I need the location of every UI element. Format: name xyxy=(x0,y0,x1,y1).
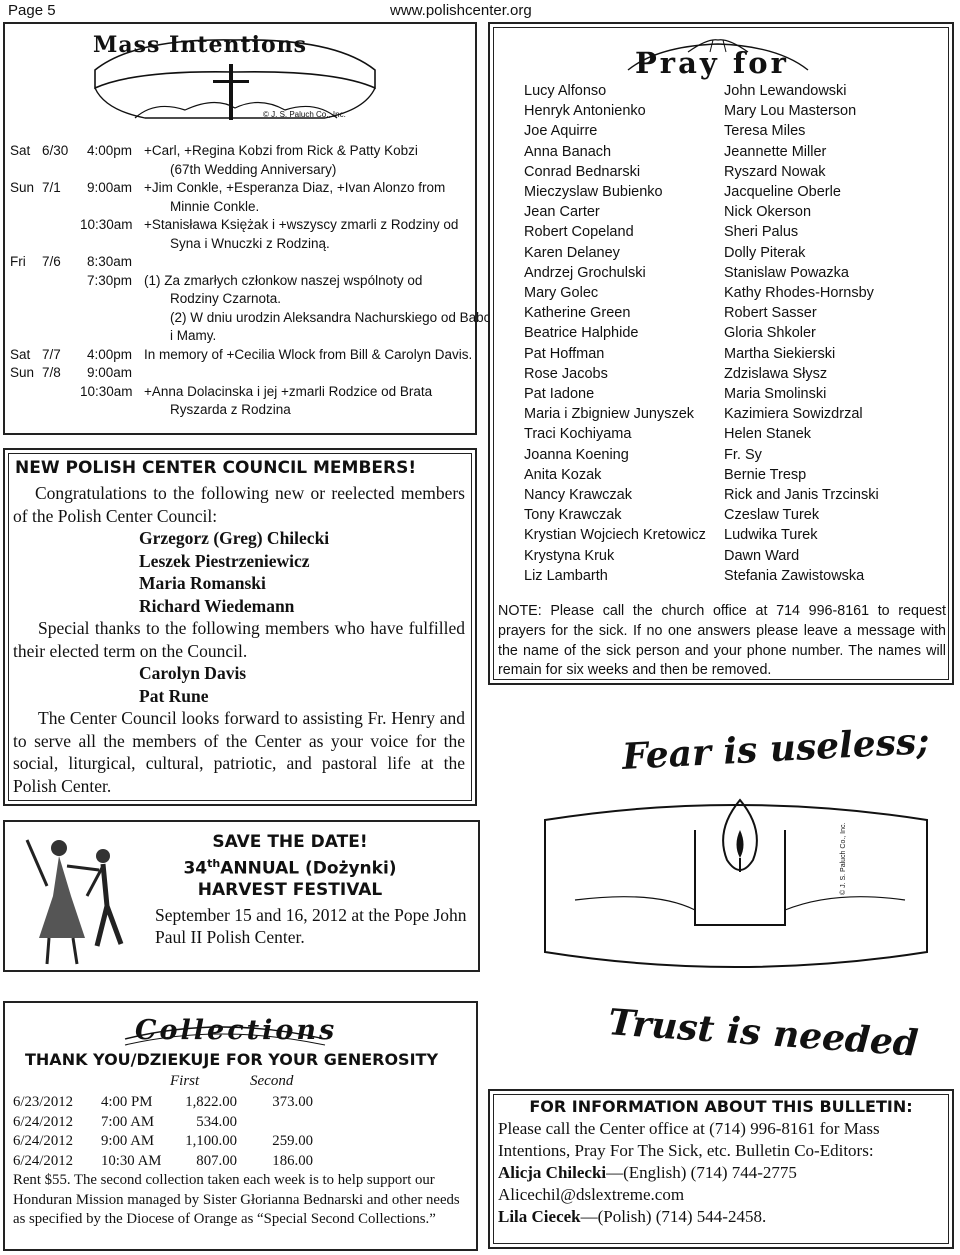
council-box xyxy=(3,448,477,806)
editor-polish: Lila Ciecek xyxy=(498,1207,581,1226)
info-body xyxy=(498,1118,946,1228)
mass-text: +Anna Dolacinska i jej +zmarli Rodzice od Brata xyxy=(144,383,433,399)
candle-credit: © J. S. Paluch Co., Inc. xyxy=(840,822,847,895)
pray-for-box xyxy=(488,22,954,685)
mass-time: 10:30am xyxy=(80,217,133,232)
mass-row xyxy=(10,142,476,161)
pray-name: Andrzej Grochulski xyxy=(524,264,646,281)
pray-name: Stefania Zawistowska xyxy=(724,567,865,584)
pray-name: Mary Golec xyxy=(524,285,599,302)
mass-day: Sat xyxy=(10,346,31,362)
mass-time: 7:30pm xyxy=(86,272,132,288)
pray-name: Krystyna Kruk xyxy=(524,547,615,564)
mass-intentions-box xyxy=(3,22,494,435)
past-member: Pat Rune xyxy=(139,685,209,706)
mass-date: 7/8 xyxy=(42,365,61,380)
pray-name: Jeannette Miller xyxy=(724,143,827,160)
pray-name: Fr. Sy xyxy=(724,446,762,463)
collections-title: Collections xyxy=(135,1015,338,1046)
mass-time: 9:00am xyxy=(86,180,132,195)
pray-name: Dawn Ward xyxy=(724,547,800,564)
dancers-illustration xyxy=(17,826,137,971)
mass-text: Syna i Wnuczki z Rodziną. xyxy=(170,235,330,251)
council-member: Grzegorz (Greg) Chilecki xyxy=(139,528,330,548)
editor-english-phone: —(English) (714) 744-2775 xyxy=(606,1163,797,1182)
mass-day: Sat xyxy=(10,143,31,158)
info-title: FOR INFORMATION ABOUT THIS BULLETIN: xyxy=(529,1097,913,1116)
info-text: Please call the Center office at (714) 996-8161 for Mass Intentions, Pray For The Sick, etc. Bulletin Co-Editors: xyxy=(498,1119,880,1160)
mass-day: Fri xyxy=(10,254,26,269)
pray-name: Sheri Palus xyxy=(724,224,799,241)
collection-second: 259.00 xyxy=(272,1133,313,1150)
council-closing: The Center Council looks forward to assisting Fr. Henry and to serve all the members of the Center as your voice for the social, liturgical, cultural, patriotic, and pastoral life at the Polish Center. xyxy=(13,708,465,796)
editor-email[interactable]: Alicechil@dslextreme.com xyxy=(498,1185,685,1204)
pray-name: Henryk Antonienko xyxy=(524,103,646,120)
pray-name: Joe Aquirre xyxy=(524,123,598,140)
collection-time: 4:00 PM xyxy=(101,1094,153,1110)
pray-name: Bernie Tresp xyxy=(724,466,807,483)
mass-row xyxy=(10,327,476,346)
bulletin-info-box xyxy=(488,1089,954,1249)
mass-text: +Carl, +Regina Kobzi from Rick & Patty Kobzi xyxy=(144,143,418,158)
mass-row xyxy=(10,216,476,235)
pray-name: Mieczyslaw Bubienko xyxy=(524,184,663,201)
pray-name: Maria i Zbigniew Junyszek xyxy=(524,406,695,423)
mass-row xyxy=(10,383,476,402)
council-thanks: Special thanks to the following members who have fulfilled their elected term on the Council. xyxy=(13,618,465,661)
collection-date: 6/24/2012 xyxy=(13,1133,74,1150)
pray-column-right xyxy=(724,81,879,586)
save-heading: SAVE THE DATE! xyxy=(212,832,368,852)
mass-row xyxy=(10,179,476,198)
mass-text: Ryszarda z Rodzina xyxy=(170,402,291,417)
mass-time: 8:30am xyxy=(86,254,132,269)
pray-for-title: Pray for xyxy=(635,46,789,80)
collections-thanks: THANK YOU/DZIEKUJE FOR YOUR GENEROSITY xyxy=(25,1050,439,1069)
mass-row xyxy=(10,272,476,291)
collection-first: 534.00 xyxy=(196,1113,237,1130)
pray-note: NOTE: Please call the church office at 714 996-8161 to request prayers for the sick. If no one answers please leave a message with the name of the sick person and your phone number. The names will remain for six weeks and then be removed. xyxy=(498,603,946,679)
mass-text: i Mamy. xyxy=(170,328,217,343)
pray-name: Czeslaw Turek xyxy=(724,507,820,524)
save-the-date-box xyxy=(3,820,480,972)
collection-second: 186.00 xyxy=(272,1152,313,1169)
mass-date: 7/7 xyxy=(42,346,61,362)
pray-name: Kazimiera Sowizdrzal xyxy=(724,406,863,423)
mass-day: Sun xyxy=(10,365,35,380)
mass-text: +Stanisława Księżak i +wszyscy zmarli z Rodziny od xyxy=(144,217,459,232)
copyright-credit: © J. S. Paluch Co., Inc. xyxy=(263,110,346,119)
pray-name: Stanislaw Powazka xyxy=(724,264,849,281)
mass-text: (67th Wedding Anniversary) xyxy=(170,161,337,177)
page-number: Page 5 xyxy=(8,2,56,19)
editor-english: Alicja Chilecki xyxy=(498,1163,607,1182)
pray-name: Anna Banach xyxy=(524,143,612,160)
pray-name: Krystian Wojciech Kretowicz xyxy=(524,527,706,544)
pray-name: Robert Sasser xyxy=(724,305,817,322)
first-header: First xyxy=(170,1073,200,1089)
pray-name: Maria Smolinski xyxy=(724,386,827,403)
trust-is-needed-text: Trust is needed xyxy=(606,1001,920,1065)
pray-name: Dolly Piterak xyxy=(724,244,806,261)
pray-name: Helen Stanek xyxy=(724,426,812,443)
pray-name: Gloria Shkoler xyxy=(724,325,816,342)
pray-name: Beatrice Halphide xyxy=(524,325,639,342)
mass-day: Sun xyxy=(10,180,35,195)
pray-name: Nick Okerson xyxy=(724,204,812,221)
mass-time: 10:30am xyxy=(80,383,133,399)
mass-schedule xyxy=(10,142,494,420)
pray-name: Rose Jacobs xyxy=(524,365,608,382)
pray-name: Traci Kochiyama xyxy=(524,426,632,443)
fear-is-useless-text: Fear is useless; xyxy=(621,719,931,779)
mass-row xyxy=(10,346,476,365)
pray-name: Lucy Alfonso xyxy=(524,83,607,99)
council-member: Leszek Piestrzeniewicz xyxy=(139,550,310,571)
pray-name: Jean Carter xyxy=(524,204,600,221)
council-member: Maria Romanski xyxy=(139,573,266,593)
mass-time: 4:00pm xyxy=(86,143,132,158)
mass-row xyxy=(10,309,494,328)
pray-name: Mary Lou Masterson xyxy=(724,103,857,120)
mass-date: 6/30 xyxy=(42,143,69,158)
pray-name: Pat Iadone xyxy=(524,386,595,403)
mass-text: +Jim Conkle, +Esperanza Diaz, +Ivan Alonzo from xyxy=(144,180,446,195)
collection-date: 6/24/2012 xyxy=(13,1113,74,1130)
collections-box xyxy=(3,1001,478,1251)
mass-text: Rodziny Czarnota. xyxy=(170,291,282,306)
festival-name: HARVEST FESTIVAL xyxy=(197,879,383,900)
past-member: Carolyn Davis xyxy=(139,663,247,683)
pray-name: Pat Hoffman xyxy=(524,345,605,362)
pray-name: Robert Copeland xyxy=(524,224,634,241)
pray-name: Ludwika Turek xyxy=(724,527,818,544)
pray-name: Karen Delaney xyxy=(524,244,620,261)
mass-text: (1) Za zmarłych członkow naszej wspólnoty od xyxy=(144,272,423,288)
second-header: Second xyxy=(250,1073,294,1089)
collection-time: 9:00 AM xyxy=(101,1133,155,1150)
pray-name: Ryszard Nowak xyxy=(724,163,826,180)
pray-name: Anita Kozak xyxy=(524,466,602,483)
mass-row xyxy=(10,290,476,309)
mass-row xyxy=(10,161,476,180)
pray-name: John Lewandowski xyxy=(724,83,847,99)
mass-row xyxy=(10,253,476,272)
mass-intentions-title: Mass Intentions xyxy=(93,32,308,58)
festival-details: September 15 and 16, 2012 at the Pope John Paul II Polish Center. xyxy=(155,904,467,947)
editor-polish-phone: —(Polish) (714) 544-2458. xyxy=(580,1207,767,1226)
mass-row xyxy=(10,364,476,383)
mass-row xyxy=(10,198,476,217)
pray-name: Rick and Janis Trzcinski xyxy=(724,487,879,504)
council-body xyxy=(13,482,465,797)
pray-name: Joanna Koening xyxy=(524,446,629,463)
pray-name: Jacqueline Oberle xyxy=(724,184,841,201)
collection-time: 7:00 AM xyxy=(101,1113,155,1130)
mass-time: 4:00pm xyxy=(86,346,132,362)
collection-first: 1,100.00 xyxy=(185,1133,237,1150)
collection-first: 1,822.00 xyxy=(185,1094,237,1110)
collection-date: 6/23/2012 xyxy=(13,1094,74,1110)
website-url[interactable]: www.polishcenter.org xyxy=(390,2,532,19)
mass-text: Minnie Conkle. xyxy=(170,198,260,214)
pray-name: Nancy Krawczak xyxy=(524,487,632,504)
council-title: NEW POLISH CENTER COUNCIL MEMBERS! xyxy=(15,458,417,478)
council-member: Richard Wiedemann xyxy=(139,595,295,616)
collection-time: 10:30 AM xyxy=(101,1152,162,1169)
pray-name: Liz Lambarth xyxy=(524,567,608,584)
pray-name: Katherine Green xyxy=(524,305,631,322)
council-intro: Congratulations to the following new or reelected members of the Polish Center Council: xyxy=(13,483,465,526)
pray-column-left xyxy=(524,81,706,586)
save-the-date-text xyxy=(155,832,475,948)
collections-note: Rent $55. The second collection taken each week is to help support our Honduran Mission managed by Sister Głorianna Bednarski and other needs as specified by the Diocese of Orange as “Special Second Collections.” xyxy=(13,1172,460,1228)
mass-row xyxy=(10,401,476,420)
pray-name: Conrad Bednarski xyxy=(524,163,641,180)
collection-first: 807.00 xyxy=(196,1152,237,1169)
mass-date: 7/6 xyxy=(42,254,61,269)
candle-illustration xyxy=(535,790,935,1000)
mass-date: 7/1 xyxy=(42,180,61,195)
pray-name: Kathy Rhodes-Hornsby xyxy=(724,285,874,302)
pray-name: Martha Siekierski xyxy=(724,345,836,362)
mass-row xyxy=(10,235,476,254)
festival-edition: 34thANNUAL (Dożynki) xyxy=(183,857,397,879)
pray-name: Teresa Miles xyxy=(724,123,806,140)
mass-text: (2) W dniu urodzin Aleksandra Nachurskiego od Babci xyxy=(170,309,494,325)
mass-time: 9:00am xyxy=(86,365,132,380)
pray-name: Tony Krawczak xyxy=(524,507,622,524)
mass-text: In memory of +Cecilia Wlock from Bill & Carolyn Davis. xyxy=(144,346,473,362)
pray-name: Zdzislawa Słysz xyxy=(724,365,828,382)
collection-second: 373.00 xyxy=(272,1094,313,1110)
collection-date: 6/24/2012 xyxy=(13,1152,74,1169)
